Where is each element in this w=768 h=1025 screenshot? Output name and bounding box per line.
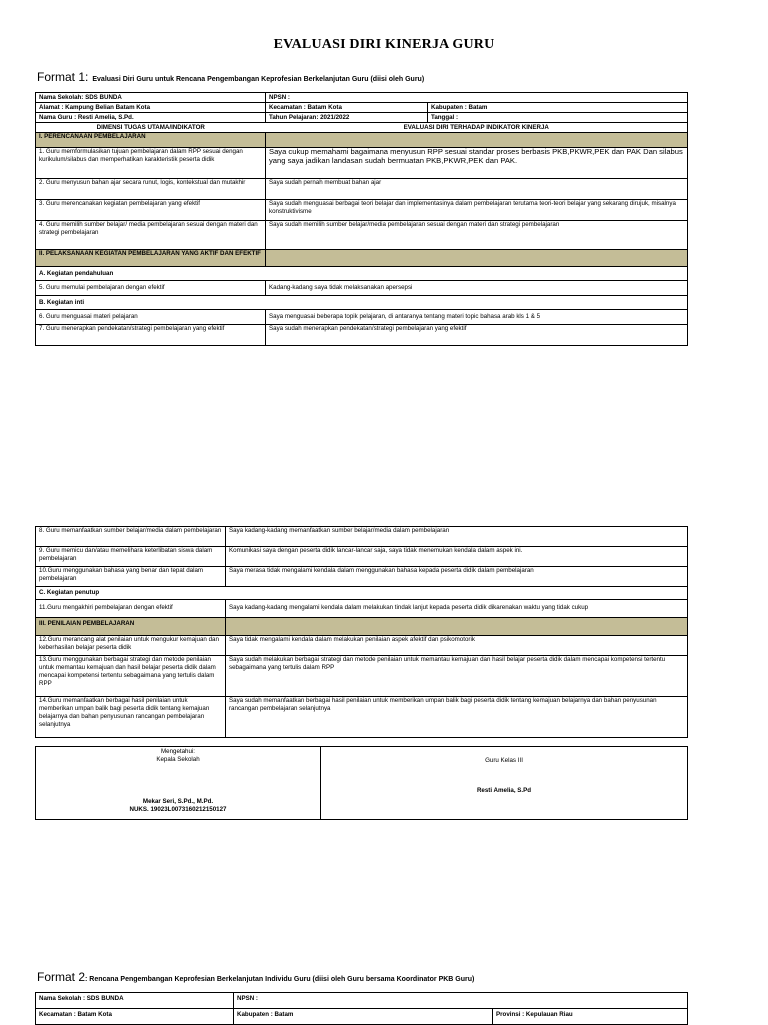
evaluation-5: Kadang-kadang saya tidak melaksanakan apersepsi (266, 281, 688, 296)
indicator-12: 12.Guru merancang alat penilaian untuk mengukur kemajuan dan keberhasilan belajar peserta didik (36, 636, 226, 656)
date-cell: Tanggal : (428, 113, 688, 123)
f2-school-name-cell: Nama Sekolah : SDS BUNDA (36, 993, 234, 1009)
column-header-evaluation: EVALUASI DIRI TERHADAP INDIKATOR KINERJA (266, 123, 688, 133)
subsection-pendahuluan: A. Kegiatan pendahuluan (36, 267, 688, 281)
teacher-role: Guru Kelas III (485, 757, 523, 764)
evaluation-11: Saya kadang-kadang mengalami kendala dalam melakukan tindak lanjut kepada peserta didik dikarenakan waktu yang tidak cukup (226, 600, 688, 618)
evaluation-2: Saya sudah pernah membuat bahan ajar (266, 179, 688, 200)
subsection-penutup: C. Kegiatan penutup (36, 587, 688, 600)
evaluation-8: Saya kadang-kadang memanfaatkan sumber belajar/media dalam pembelajaran (226, 527, 688, 547)
format2-description: : Rencana Pengembangan Keprofesian Berkelanjutan Individu Guru (diisi oleh Guru bersama Koordinator PKB Guru) (85, 976, 475, 983)
principal-role: Kepala Sekolah (156, 756, 200, 763)
indicator-9: 9. Guru memicu dan/atau memelihara keterlibatan siswa dalam pembelajaran (36, 547, 226, 567)
principal-name: Mekar Seri, S.Pd., M.Pd. (142, 798, 214, 805)
format1-heading (37, 70, 424, 84)
evaluation-6: Saya menguasai beberapa topik pelajaran, di antaranya tentang materi topic bahasa arab kls 1 & 5 (266, 310, 688, 325)
column-header-indicator: DIMENSI TUGAS UTAMA/INDIKATOR (36, 123, 266, 133)
section-perencanaan: I. PERENCANAAN PEMBELAJARAN (36, 133, 266, 148)
evaluation-14: Saya sudah memanfaatkan berbagai hasil penilaian untuk memberikan umpan balik bagi peserta didik tentang kemajuan belajarnya dan bahan penyusunan rancangan pembelajaran selanjutnya (226, 697, 688, 738)
format2-heading (37, 970, 474, 984)
evaluation-table-part2 (35, 526, 688, 738)
f2-npsn-cell: NPSN : (234, 993, 688, 1009)
evaluation-13: Saya sudah melakukan berbagai strategi dan metode penilaian untuk memantau kemajuan dan hasil belajar peserta didik dalam mencapai kompetensi tertentu sebagaimana yang tertulis dalam RPP (226, 656, 688, 697)
evaluation-12: Saya tidak mengalami kendala dalam melakukan penilaian aspek afektif dan psikomotorik (226, 636, 688, 656)
format1-label: Format 1: (37, 70, 89, 84)
teacher-signature-name: Resti Amelia, S.Pd (476, 787, 532, 794)
indicator-2: 2. Guru menyusun bahan ajar secara runut, logis, kontekstual dan mutakhir (36, 179, 266, 200)
indicator-8: 8. Guru memanfaatkan sumber belajar/media dalam pembelajaran (36, 527, 226, 547)
format1-description: Evaluasi Diri Guru untuk Rencana Pengembangan Keprofesian Berkelanjutan Guru (diisi oleh Guru) (92, 76, 425, 83)
address-cell: Alamat : Kampung Belian Batam Kota (36, 103, 266, 113)
signature-table (35, 746, 688, 820)
principal-nuks: NUKS. 19023L0073160212150127 (129, 806, 227, 813)
f2-regency-cell: Kabupaten : Batam (234, 1009, 493, 1025)
teacher-name-cell: Nama Guru : Resti Amelia, S.Pd. (36, 113, 266, 123)
evaluation-4: Saya sudah memilih sumber belajar/media pembelajaran sesuai dengan materi dan strategi pembelajaran (266, 221, 688, 250)
f2-province-cell: Provinsi : Kepulauan Riau (493, 1009, 688, 1025)
evaluation-table-part1 (35, 92, 688, 346)
teacher-signature-block (321, 747, 688, 820)
indicator-4: 4. Guru memilih sumber belajar/ media pembelajaran sesuai dengan materi dan strategi pembelajaran (36, 221, 266, 250)
section-penilaian: III. PENILAIAN PEMBELAJARAN (36, 618, 226, 636)
district-cell: Kecamatan : Batam Kota (266, 103, 428, 113)
school-name-cell: Nama Sekolah: SDS BUNDA (36, 93, 266, 103)
page-title: EVALUASI DIRI KINERJA GURU (273, 37, 495, 52)
indicator-13: 13.Guru menggunakan berbagai strategi dan metode penilaian untuk memantau kemajuan dan hasil belajar peserta didik dalam mencapai kompetensi tertentu sebagaimana yang tertulis dalam RPP (36, 656, 226, 697)
indicator-14: 14.Guru memanfaatkan berbagai hasil penilaian untuk memberikan umpan balik bagi peserta didik tentang kemajuan belajarnya dan bahan penyusunan rancangan pembelajaran selanjutnya (36, 697, 226, 738)
mengetahui-label: Mengetahui: (160, 748, 196, 755)
evaluation-1: Saya cukup memahami bagaimana menyusun RPP sesuai standar proses berbasis PKB,PKWR,PEK dan PAK Dan silabus yang saya jadikan landasan sudah bermuatan PKB,PKWR,PEK dan PAK. (266, 148, 688, 179)
indicator-11: 11.Guru mengakhiri pembelajaran dengan efektif (36, 600, 226, 618)
school-year-cell: Tahun Pelajaran: 2021/2022 (266, 113, 428, 123)
evaluation-10: Saya merasa tidak mengalami kendala dalam menggunakan bahasa kepada peserta didik dalam pembelajaran (226, 567, 688, 587)
format2-label: Format 2 (37, 970, 86, 984)
evaluation-7: Saya sudah menerapkan pendekatan/strategi pembelajaran yang efektif (266, 325, 688, 346)
f2-district-cell: Kecamatan : Batam Kota (36, 1009, 234, 1025)
indicator-10: 10.Guru menggunakan bahasa yang benar dan tepat dalam pembelajaran (36, 567, 226, 587)
npsn-cell: NPSN : (266, 93, 688, 103)
indicator-7: 7. Guru menerapkan pendekatan/strategi pembelajaran yang efektif (36, 325, 266, 346)
principal-signature-block (36, 747, 321, 820)
section-pelaksanaan: II. PELAKSANAAN KEGIATAN PEMBELAJARAN YANG AKTIF DAN EFEKTIF (36, 250, 266, 267)
indicator-5: 5. Guru memulai pembelajaran dengan efektif (36, 281, 266, 296)
subsection-inti: B. Kegiatan inti (36, 296, 688, 310)
indicator-1: 1. Guru memformulasikan tujuan pembelajaran dalam RPP sesuai dengan kurikulum/silabus dan memperhatikan karakteristik peserta didik (36, 148, 266, 179)
format2-header-table (35, 992, 688, 1025)
evaluation-9: Komunikasi saya dengan peserta didik lancar-lancar saja, saya tidak menemukan kendala dalam aspek ini. (226, 547, 688, 567)
evaluation-3: Saya sudah menguasai berbagai teori belajar dan implementasinya dalam pembelajaran terutama teori-teori belajar yang sekarang dirujuk, misalnya konstruktivisme (266, 200, 688, 221)
indicator-6: 6. Guru menguasai materi pelajaran (36, 310, 266, 325)
regency-cell: Kabupaten : Batam (428, 103, 688, 113)
indicator-3: 3. Guru merencanakan kegiatan pembelajaran yang efektif (36, 200, 266, 221)
